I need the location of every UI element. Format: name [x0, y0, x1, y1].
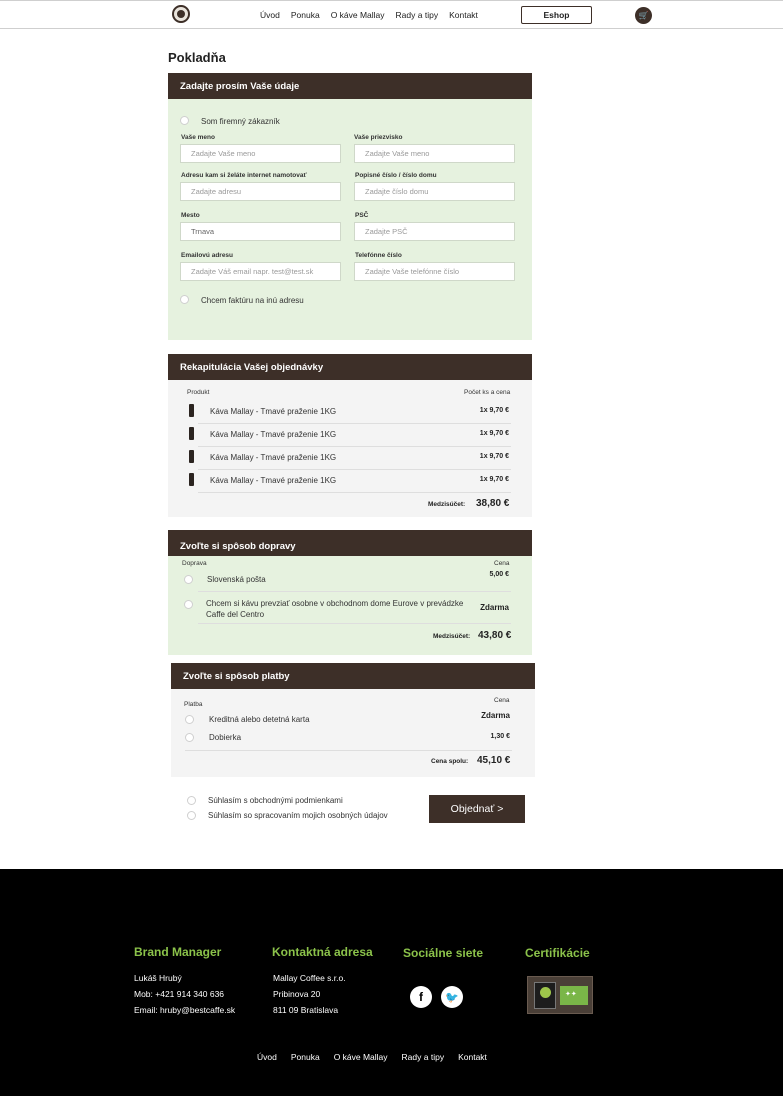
shipping-pickup-radio[interactable]	[184, 600, 193, 609]
subtotal-label: Medzisúčet:	[428, 501, 466, 508]
first-name-input[interactable]	[180, 144, 341, 163]
divider	[198, 623, 511, 624]
payment-panel	[171, 663, 535, 777]
zip-input[interactable]	[354, 222, 515, 241]
panel-title: Zadajte prosím Vaše údaje	[168, 73, 532, 99]
company-customer-label: Som firemný zákazník	[201, 117, 280, 126]
divider	[198, 492, 511, 493]
shipping-post-radio[interactable]	[184, 575, 193, 584]
customer-details-panel	[168, 73, 532, 340]
brand-manager-heading: Brand Manager	[134, 945, 222, 959]
terms-consent-label: Súhlasím s obchodnými podmienkami	[208, 796, 343, 805]
nav-item-kontakt[interactable]: Kontakt	[449, 10, 478, 20]
phone-input[interactable]	[354, 262, 515, 281]
nav-item-uvod[interactable]: Úvod	[260, 10, 280, 20]
payment-option-price: 1,30 €	[490, 733, 510, 740]
payment-cod-radio[interactable]	[185, 733, 194, 742]
coffee-bag-icon	[189, 427, 194, 440]
email-label: Emailovú adresu	[181, 252, 234, 259]
item-price: 1x 9,70 €	[479, 476, 509, 483]
col-shipping-header: Doprava	[182, 560, 207, 567]
shipping-panel	[168, 530, 532, 655]
panel-title: Zvoľte si spôsob platby	[171, 663, 535, 689]
cart-icon[interactable]: 🛒	[635, 7, 652, 24]
footer-nav-kontakt[interactable]: Kontakt	[458, 1052, 487, 1062]
payment-option-label: Dobierka	[209, 733, 242, 742]
panel-title: Zvoľte si spôsob dopravy	[168, 530, 532, 556]
email-input[interactable]	[180, 262, 341, 281]
contact-heading: Kontaktná adresa	[272, 945, 373, 959]
privacy-consent-radio[interactable]	[187, 811, 196, 820]
address-label: Adresu kam si želáte internet namotovať	[181, 172, 307, 179]
divider	[185, 750, 512, 751]
top-navigation-bar	[0, 0, 783, 29]
page-title: Pokladňa	[168, 50, 226, 65]
footer-nav-uvod[interactable]: Úvod	[257, 1052, 277, 1062]
last-name-label: Vaše priezvisko	[354, 134, 403, 141]
contact-city: 811 09 Bratislava	[273, 1005, 339, 1015]
divider	[198, 591, 511, 592]
shipping-option-price: Zdarma	[480, 603, 509, 612]
col-price-header: Cena	[494, 697, 510, 704]
list-item: Káva Mallay - Tmavé praženie 1KG	[210, 430, 337, 439]
col-payment-header: Platba	[184, 701, 203, 708]
facebook-icon[interactable]: f	[410, 986, 432, 1008]
payment-card-radio[interactable]	[185, 715, 194, 724]
subtotal-value: 38,80 €	[476, 498, 510, 509]
social-heading: Sociálne siete	[403, 946, 484, 960]
footer-nav	[257, 1052, 501, 1062]
terms-consent-radio[interactable]	[187, 796, 196, 805]
shipping-option-label: Chcem si kávu prevziať osobne v obchodnom dome Eurove v prevádzke	[206, 599, 464, 608]
contact-street: Pribinova 20	[273, 989, 321, 999]
col-price-header: Cena	[494, 560, 510, 567]
footer-nav-o-kave[interactable]: O káve Mallay	[333, 1052, 388, 1062]
shipping-option-label-line2: Caffe del Centro	[206, 610, 265, 619]
col-qty-price-header: Počet ks a cena	[464, 389, 511, 396]
divider	[198, 446, 511, 447]
address-input[interactable]	[180, 182, 341, 201]
brand-manager-email[interactable]: Email: hruby@bestcaffe.sk	[134, 1005, 236, 1015]
footer-nav-ponuka[interactable]: Ponuka	[290, 1052, 320, 1062]
footer	[0, 869, 783, 1096]
twitter-icon[interactable]: 🐦	[441, 986, 463, 1008]
subtotal-label: Medzisúčet:	[433, 633, 471, 640]
invoice-address-label: Chcem faktúru na inú adresu	[201, 296, 304, 305]
subtotal-value: 43,80 €	[478, 630, 512, 641]
list-item: Káva Mallay - Tmavé praženie 1KG	[210, 453, 337, 462]
last-name-input[interactable]	[354, 144, 515, 163]
coffee-bag-icon	[189, 450, 194, 463]
mallay-logo-icon[interactable]	[172, 5, 190, 23]
col-product-header: Produkt	[187, 389, 210, 396]
coffee-bag-icon	[189, 473, 194, 486]
city-input[interactable]	[180, 222, 341, 241]
main-nav	[260, 10, 489, 20]
invoice-address-radio[interactable]	[180, 295, 189, 304]
item-price: 1x 9,70 €	[479, 430, 509, 437]
nav-item-rady[interactable]: Rady a tipy	[395, 10, 439, 20]
order-summary-panel	[168, 354, 532, 517]
item-price: 1x 9,70 €	[479, 407, 509, 414]
nav-item-ponuka[interactable]: Ponuka	[290, 10, 320, 20]
order-button[interactable]: Objednať >	[429, 795, 525, 823]
brand-manager-name: Lukáš Hrubý	[134, 973, 182, 983]
first-name-label: Vaše meno	[181, 134, 215, 141]
certifications-heading: Certifikácie	[525, 946, 590, 960]
company-customer-radio[interactable]	[180, 116, 189, 125]
eshop-button[interactable]: Eshop	[521, 6, 592, 24]
eu-organic-icon	[560, 986, 588, 1005]
shipping-option-label: Slovenská pošta	[207, 575, 266, 584]
panel-title: Rekapitulácia Vašej objednávky	[168, 354, 532, 380]
divider	[198, 423, 511, 424]
fairtrade-icon	[534, 982, 556, 1009]
total-value: 45,10 €	[477, 755, 511, 766]
total-label: Cena spolu:	[431, 758, 469, 765]
contact-company: Mallay Coffee s.r.o.	[273, 973, 346, 983]
city-label: Mesto	[181, 212, 200, 219]
house-number-label: Popisné číslo / číslo domu	[355, 172, 437, 179]
house-number-input[interactable]	[354, 182, 515, 201]
payment-option-label: Kreditná alebo detetná karta	[209, 715, 310, 724]
list-item: Káva Mallay - Tmavé praženie 1KG	[210, 407, 337, 416]
phone-label: Telefónne číslo	[355, 252, 402, 259]
privacy-consent-label: Súhlasím so spracovaním mojich osobných údajov	[208, 811, 388, 820]
divider	[198, 469, 511, 470]
nav-item-o-kave[interactable]: O káve Mallay	[330, 10, 385, 20]
shipping-option-price: 5,00 €	[489, 571, 509, 578]
certification-logos	[527, 976, 593, 1014]
list-item: Káva Mallay - Tmavé praženie 1KG	[210, 476, 337, 485]
payment-option-price: Zdarma	[481, 711, 510, 720]
brand-manager-phone[interactable]: Mob: +421 914 340 636	[134, 989, 225, 999]
footer-nav-rady[interactable]: Rady a tipy	[401, 1052, 445, 1062]
item-price: 1x 9,70 €	[479, 453, 509, 460]
zip-label: PSČ	[355, 212, 369, 219]
coffee-bag-icon	[189, 404, 194, 417]
